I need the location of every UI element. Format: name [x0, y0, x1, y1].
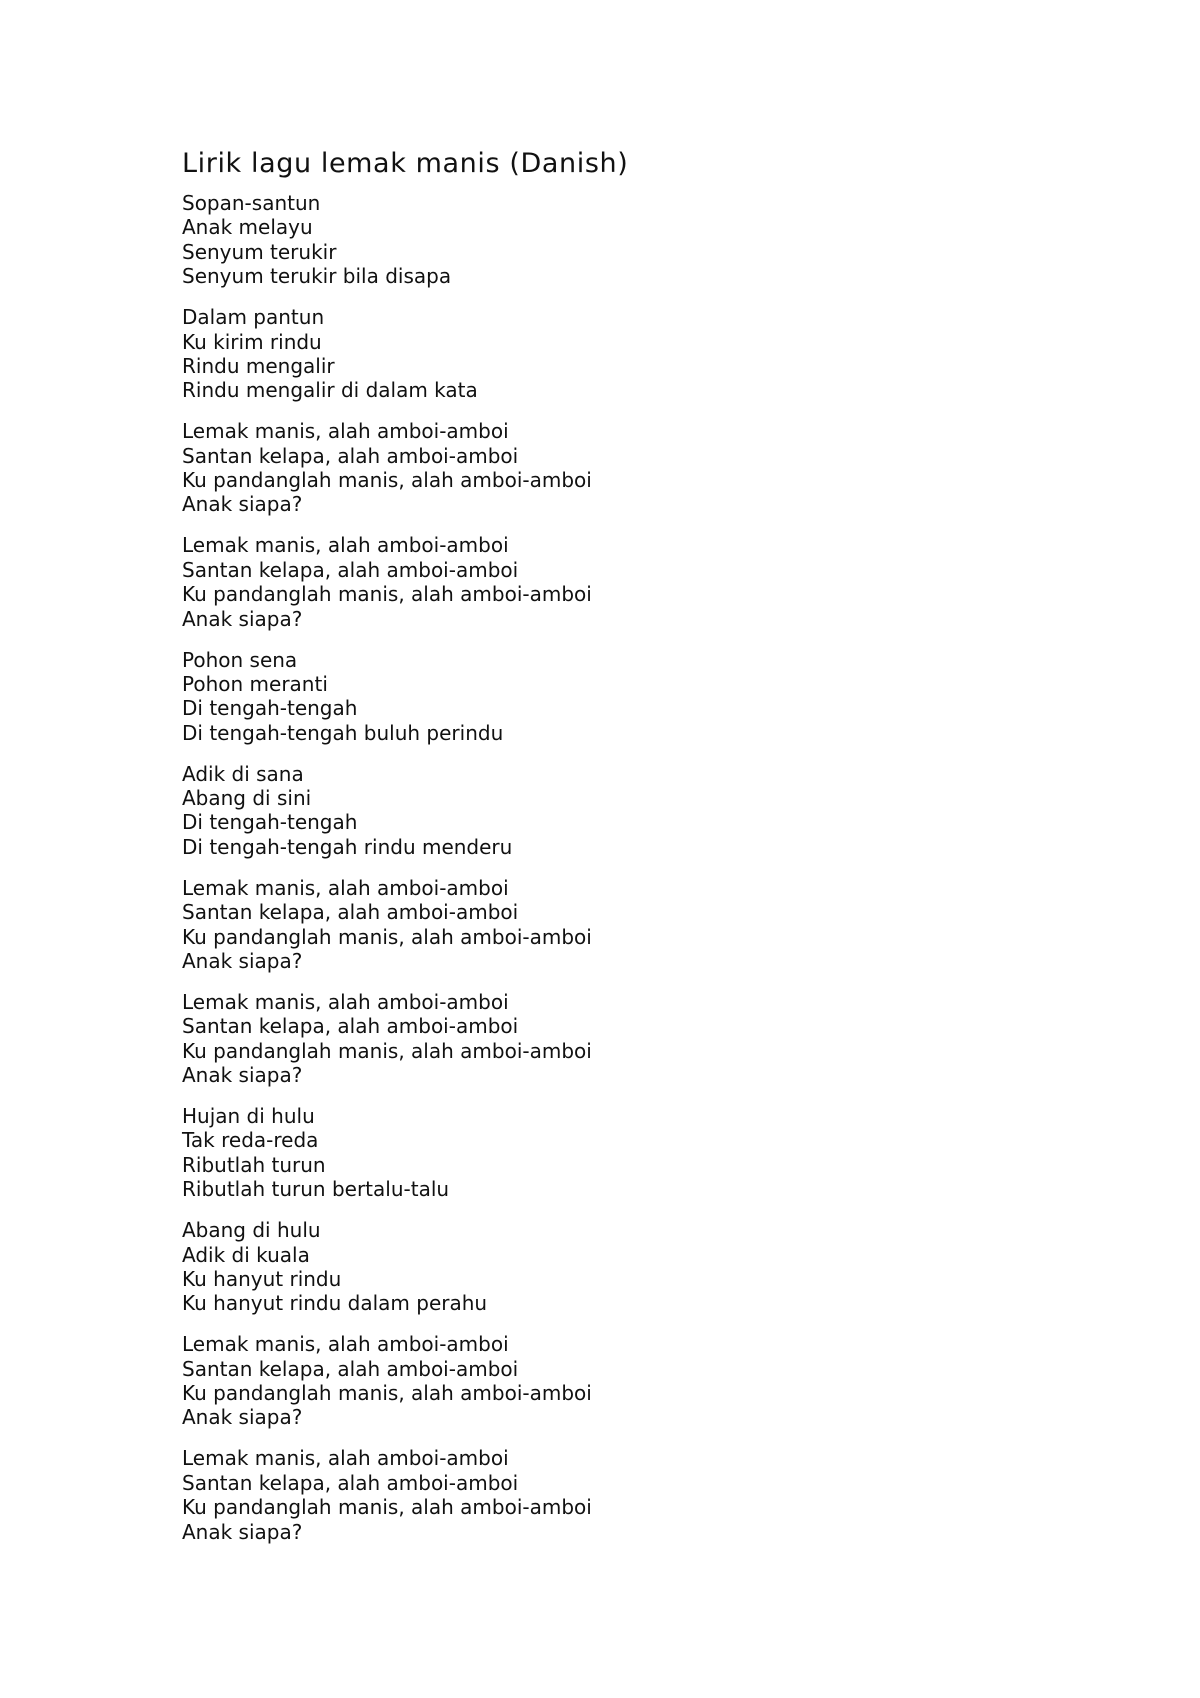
lyric-line: Ributlah turun bertalu-talu	[182, 1177, 450, 1202]
lyric-line: Santan kelapa, alah amboi-amboi	[182, 1470, 519, 1495]
lyric-line: Ku pandanglah manis, alah amboi-amboi	[182, 582, 592, 607]
lyric-line: Ku pandanglah manis, alah amboi-amboi	[182, 1038, 592, 1063]
lyric-line: Pohon sena	[182, 647, 298, 672]
lyric-line: Lemak manis, alah amboi-amboi	[182, 533, 509, 558]
lyric-line: Santan kelapa, alah amboi-amboi	[182, 900, 519, 925]
lyric-line: Lemak manis, alah amboi-amboi	[182, 1446, 509, 1471]
lyric-line: Anak siapa?	[182, 492, 303, 517]
stanza	[182, 1104, 1082, 1202]
lyric-line: Sopan-santun	[182, 191, 321, 215]
lyric-line: Ku pandanglah manis, alah amboi-amboi	[182, 1495, 592, 1520]
lyric-line: Pohon meranti	[182, 671, 328, 696]
lyric-line: Santan kelapa, alah amboi-amboi	[182, 1356, 519, 1381]
lyric-line: Ku pandanglah manis, alah amboi-amboi	[182, 468, 592, 493]
lyric-line: Lemak manis, alah amboi-amboi	[182, 419, 509, 444]
lyric-line: Santan kelapa, alah amboi-amboi	[182, 1014, 519, 1039]
stanza	[182, 419, 1082, 517]
page-title: Lirik lagu lemak manis (Danish)	[182, 148, 629, 179]
lyric-line: Di tengah-tengah rindu menderu	[182, 834, 513, 859]
stanza	[182, 305, 1082, 403]
lyric-line: Anak siapa?	[182, 606, 303, 631]
lyric-line: Senyum terukir bila disapa	[182, 264, 452, 289]
stanza	[182, 990, 1082, 1088]
lyric-line: Ku pandanglah manis, alah amboi-amboi	[182, 1381, 592, 1406]
stanza	[182, 762, 1082, 860]
lyric-line: Abang di hulu	[182, 1218, 321, 1243]
lyric-line: Anak melayu	[182, 215, 313, 240]
lyric-line: Santan kelapa, alah amboi-amboi	[182, 557, 519, 582]
stanza	[182, 876, 1082, 974]
stanza	[182, 191, 1082, 289]
lyric-line: Di tengah-tengah	[182, 696, 358, 721]
lyric-line: Lemak manis, alah amboi-amboi	[182, 989, 509, 1014]
lyric-line: Adik di sana	[182, 761, 304, 786]
stanza-list	[182, 191, 1082, 1544]
lyric-line: Ributlah turun	[182, 1152, 326, 1177]
lyric-line: Ku hanyut rindu	[182, 1266, 342, 1291]
stanza	[182, 1446, 1082, 1544]
lyric-line: Anak siapa?	[182, 1063, 303, 1088]
lyric-line: Lemak manis, alah amboi-amboi	[182, 875, 509, 900]
lyric-line: Rindu mengalir di dalam kata	[182, 378, 478, 403]
stanza	[182, 1218, 1082, 1316]
lyric-line: Di tengah-tengah	[182, 810, 358, 835]
lyric-line: Rindu mengalir	[182, 353, 335, 378]
stanza	[182, 533, 1082, 631]
lyric-line: Santan kelapa, alah amboi-amboi	[182, 443, 519, 468]
lyric-line: Abang di sini	[182, 786, 312, 811]
lyric-line: Di tengah-tengah buluh perindu	[182, 720, 504, 745]
lyric-line: Tak reda-reda	[182, 1128, 319, 1153]
stanza	[182, 648, 1082, 746]
lyric-line: Anak siapa?	[182, 948, 303, 973]
lyric-line: Anak siapa?	[182, 1519, 303, 1544]
lyric-line: Ku hanyut rindu dalam perahu	[182, 1291, 488, 1316]
lyrics-content	[182, 146, 1082, 1561]
lyric-line: Adik di kuala	[182, 1242, 310, 1267]
lyric-line: Anak siapa?	[182, 1405, 303, 1430]
lyric-line: Lemak manis, alah amboi-amboi	[182, 1332, 509, 1357]
stanza	[182, 1332, 1082, 1430]
lyric-line: Ku kirim rindu	[182, 329, 322, 354]
lyric-line: Ku pandanglah manis, alah amboi-amboi	[182, 924, 592, 949]
lyric-line: Hujan di hulu	[182, 1104, 315, 1128]
lyric-line: Senyum terukir	[182, 239, 337, 264]
lyric-line: Dalam pantun	[182, 305, 325, 330]
